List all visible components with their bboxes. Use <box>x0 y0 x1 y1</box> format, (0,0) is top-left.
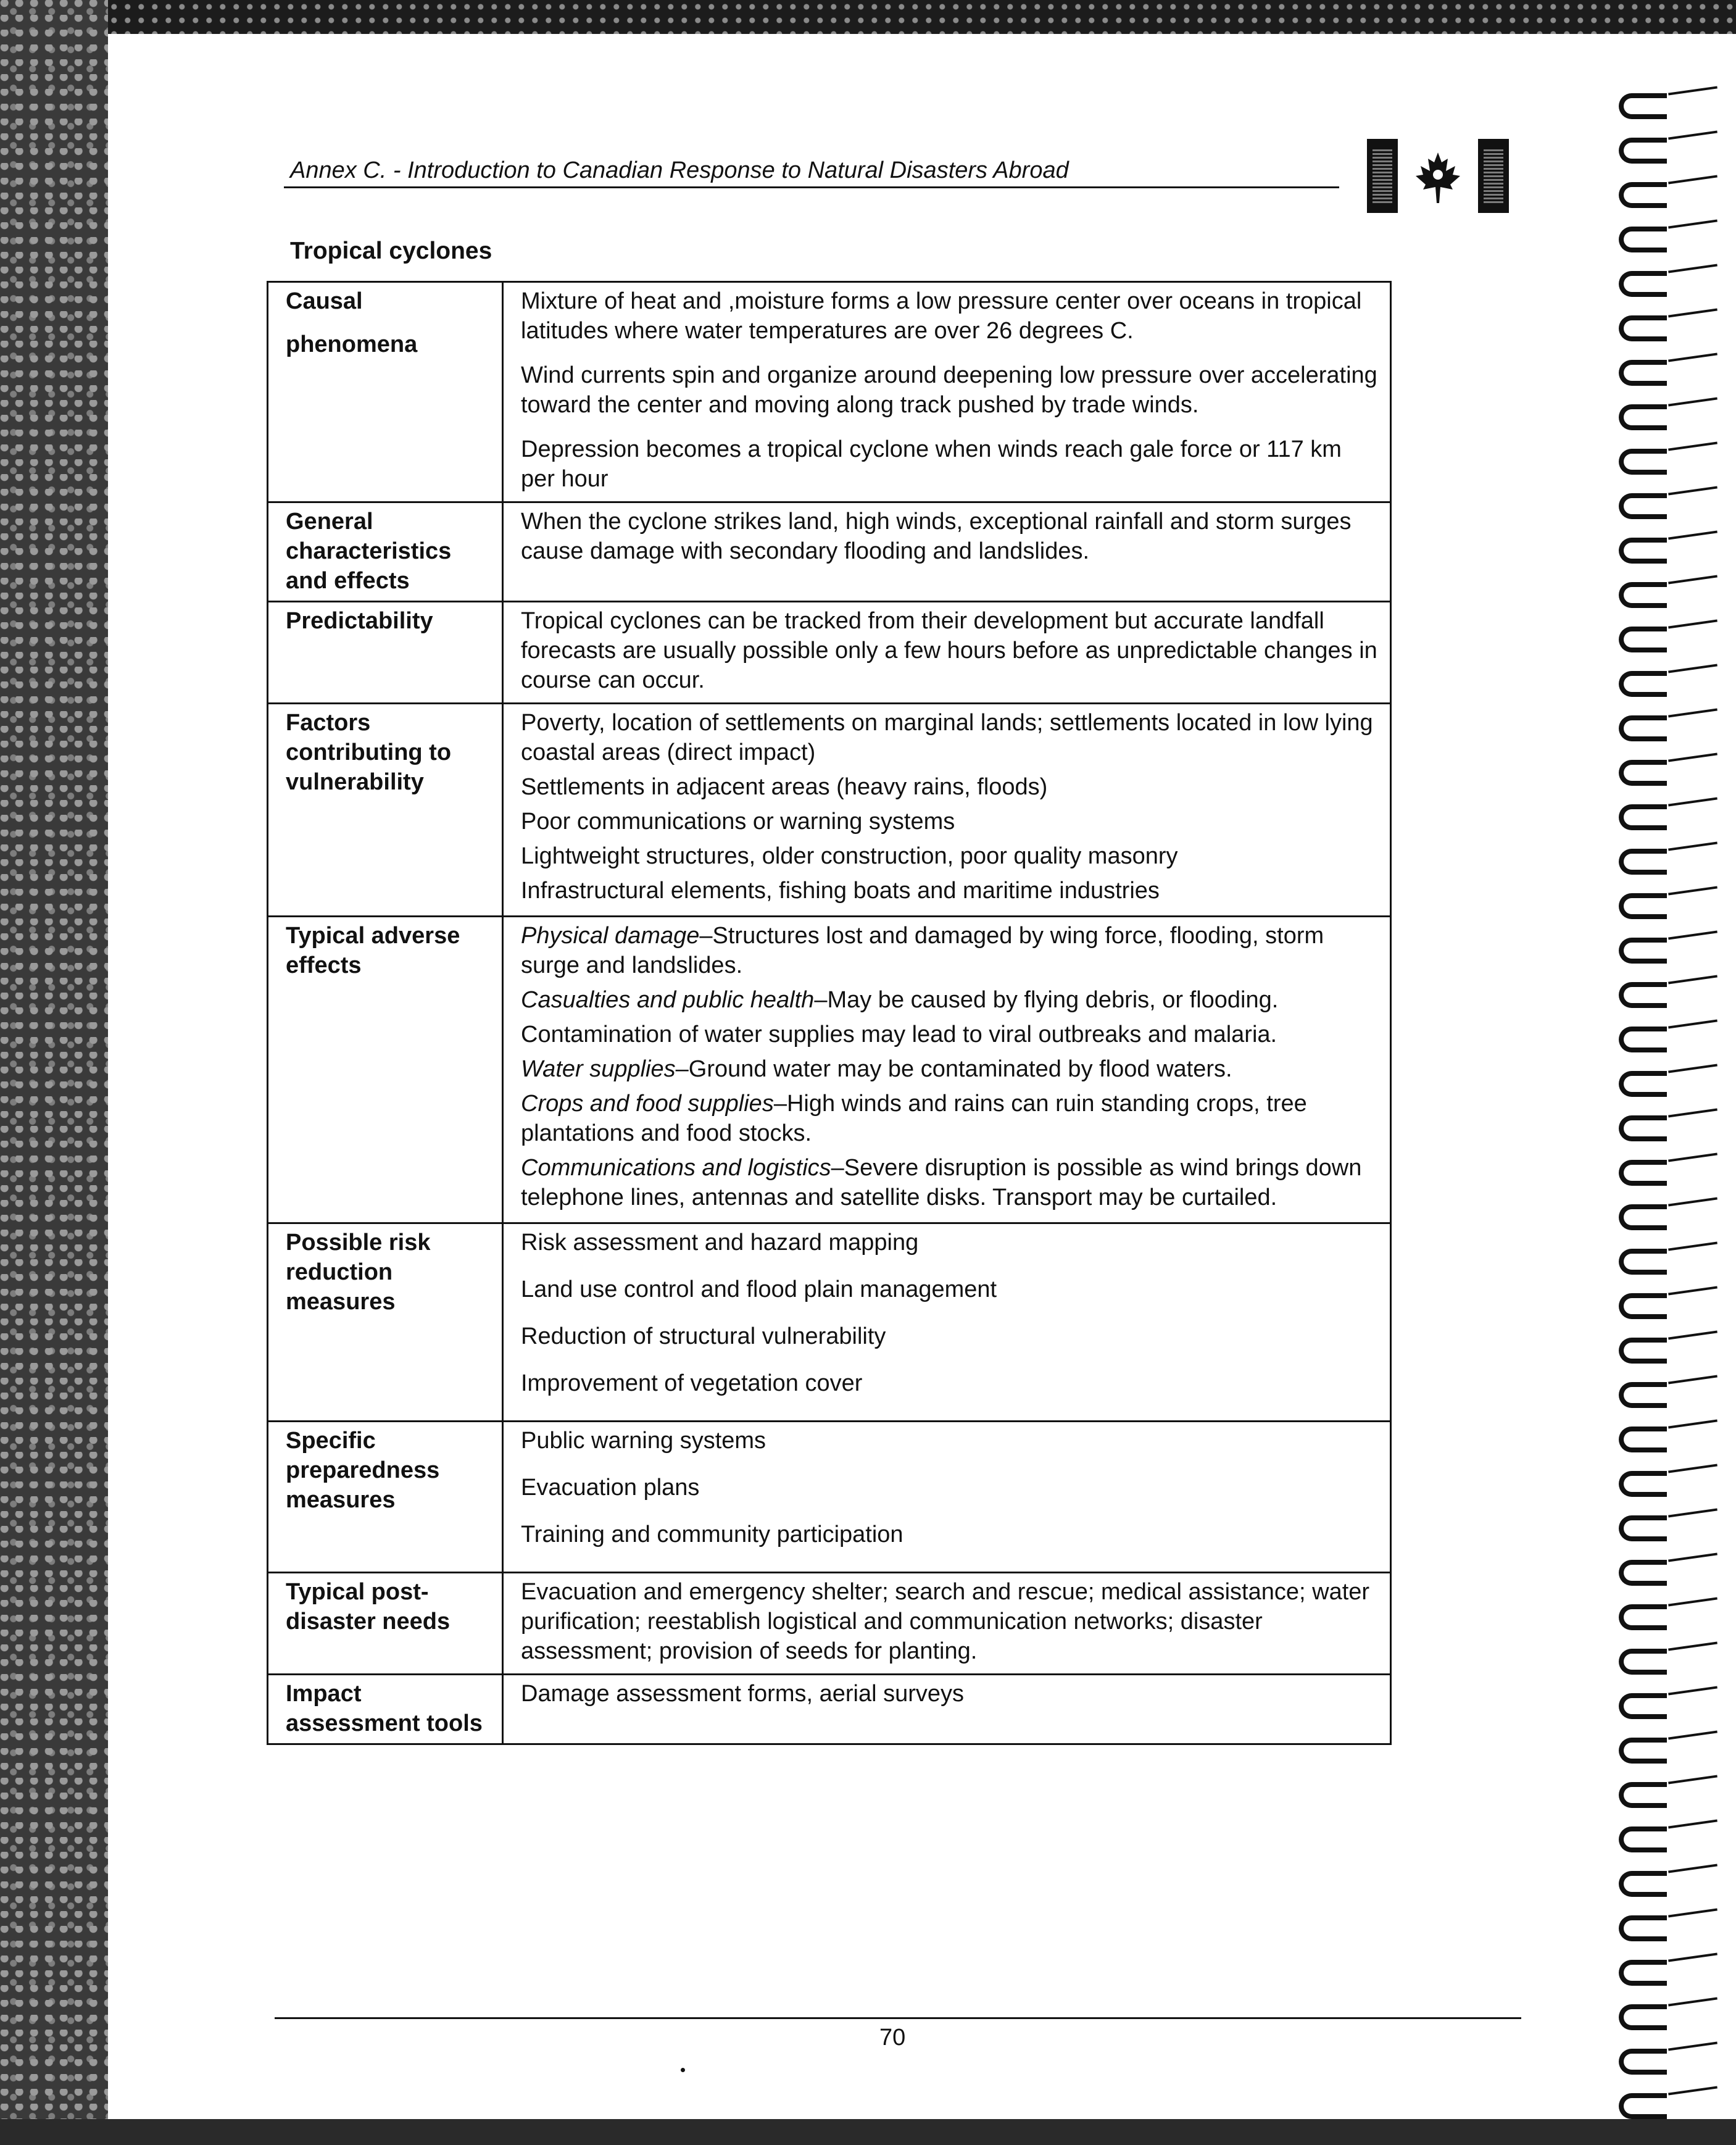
paragraph-text: Public warning systems <box>521 1428 766 1454</box>
spiral-coil <box>1619 401 1724 422</box>
spiral-coil <box>1619 934 1724 955</box>
italic-term: Communications and logistics <box>521 1155 831 1181</box>
table-row <box>268 1422 1391 1573</box>
table-row <box>268 602 1391 704</box>
paragraph-text: Depression becomes a tropical cyclone when winds reach gale force or 117 km per hour <box>521 436 1342 492</box>
table-row <box>268 282 1391 502</box>
header-rule <box>284 186 1339 188</box>
section-title: Tropical cyclones <box>290 238 492 264</box>
content-paragraph <box>521 1089 1380 1148</box>
paragraph-text: Damage assessment forms, aerial surveys <box>521 1681 965 1707</box>
spiral-coil <box>1619 1512 1724 1533</box>
row-content <box>503 602 1391 704</box>
row-label-text: Factors contributing to vulnerability <box>286 710 452 795</box>
content-paragraph <box>521 1577 1380 1666</box>
table-row <box>268 1223 1391 1422</box>
paragraph-text: Wind currents spin and organize around deepening low pressure over accelerating toward the center and moving along track pushed by trade winds. <box>521 362 1377 418</box>
row-label-text: Possible risk reduction measures <box>286 1230 431 1315</box>
table-row <box>268 502 1391 602</box>
paragraph-text: –Severe disruption is possible as wind brings down telephone lines, antennas and satellite disks. Transport may be curtailed. <box>521 1155 1362 1210</box>
spiral-coil <box>1619 223 1724 244</box>
spiral-coil <box>1619 2089 1724 2110</box>
paragraph-text: Lightweight structures, older construction, poor quality masonry <box>521 843 1178 869</box>
paragraph-text: –High winds and rains can ruin standing crops, tree plantations and food stocks. <box>521 1091 1307 1146</box>
content-paragraph <box>521 772 1380 802</box>
spiral-coil <box>1619 2001 1724 2022</box>
spiral-coil <box>1619 312 1724 333</box>
spiral-coil <box>1619 2045 1724 2066</box>
content-paragraph <box>521 921 1380 980</box>
spiral-coil <box>1619 1201 1724 1222</box>
spiral-coil <box>1619 1023 1724 1044</box>
content-paragraph <box>521 1368 1380 1398</box>
paragraph-text: –May be caused by flying debris, or flooding. <box>814 987 1279 1013</box>
row-content <box>503 282 1391 502</box>
row-label <box>268 282 503 502</box>
row-label <box>268 1573 503 1675</box>
content-paragraph <box>521 1020 1380 1049</box>
row-label-text: Predictability <box>286 608 433 634</box>
footer-rule <box>275 2017 1521 2019</box>
paragraph-text: Risk assessment and hazard mapping <box>521 1230 919 1256</box>
content-paragraph <box>521 1275 1380 1304</box>
spiral-coil <box>1619 489 1724 510</box>
label-gap <box>286 316 496 330</box>
row-label-text: Specific preparedness measures <box>286 1428 440 1513</box>
row-content <box>503 502 1391 602</box>
content-paragraph <box>521 1520 1380 1549</box>
content-paragraph <box>521 876 1380 906</box>
row-label-text: Impact assessment tools <box>286 1681 483 1736</box>
spiral-coil <box>1619 845 1724 866</box>
spiral-coil <box>1619 267 1724 288</box>
maple-leaf-icon <box>1413 150 1463 206</box>
spiral-coil <box>1619 623 1724 644</box>
content-paragraph <box>521 1322 1380 1351</box>
content-paragraph <box>521 1054 1380 1084</box>
row-label <box>268 1422 503 1573</box>
spiral-coil <box>1619 1645 1724 1666</box>
spiral-coil <box>1619 756 1724 777</box>
spiral-coil <box>1619 889 1724 910</box>
paragraph-text: Evacuation and emergency shelter; search and rescue; medical assistance; water purification; reestablish logistical and communication networks; disaster assessment; provision of seeds for planting. <box>521 1579 1370 1664</box>
row-content <box>503 704 1391 917</box>
hazard-profile-table <box>267 281 1392 1745</box>
spiral-coil <box>1619 1734 1724 1755</box>
table-row <box>268 704 1391 917</box>
table-row <box>268 1675 1391 1744</box>
spiral-coil <box>1619 1156 1724 1177</box>
spiral-coil <box>1619 178 1724 199</box>
spiral-binding <box>1613 90 1736 2145</box>
spiral-coil <box>1619 1289 1724 1310</box>
spiral-coil <box>1619 1912 1724 1933</box>
spiral-coil <box>1619 1823 1724 1844</box>
scan-background-left <box>0 0 108 2119</box>
spiral-coil <box>1619 1601 1724 1622</box>
paragraph-text: Contamination of water supplies may lead to viral outbreaks and malaria. <box>521 1022 1277 1048</box>
row-content <box>503 1675 1391 1744</box>
spiral-coil <box>1619 1067 1724 1088</box>
table-row <box>268 1573 1391 1675</box>
spiral-coil <box>1619 712 1724 733</box>
content-paragraph <box>521 1153 1380 1212</box>
row-content <box>503 1223 1391 1422</box>
content-paragraph <box>521 841 1380 871</box>
paragraph-text: Infrastructural elements, fishing boats and maritime industries <box>521 878 1160 904</box>
spiral-coil <box>1619 1378 1724 1399</box>
paragraph-text: Evacuation plans <box>521 1475 700 1501</box>
row-label <box>268 917 503 1223</box>
row-label-text: Causal <box>286 288 363 314</box>
spiral-coil <box>1619 1423 1724 1444</box>
row-label <box>268 602 503 704</box>
spiral-coil <box>1619 534 1724 555</box>
content-paragraph <box>521 360 1380 420</box>
spiral-coil <box>1619 1467 1724 1488</box>
paragraph-text: –Structures lost and damaged by wing force, flooding, storm surge and landslides. <box>521 923 1324 978</box>
row-label <box>268 704 503 917</box>
row-label <box>268 1675 503 1744</box>
paragraph-text: Land use control and flood plain management <box>521 1277 997 1302</box>
spiral-coil <box>1619 1556 1724 1577</box>
row-content <box>503 1422 1391 1573</box>
paragraph-text: Mixture of heat and ,moisture forms a low pressure center over oceans in tropical latitudes where water temperatures are over 26 degrees C. <box>521 288 1362 344</box>
row-label <box>268 502 503 602</box>
spiral-coil <box>1619 667 1724 688</box>
paragraph-text: Training and community participation <box>521 1522 903 1547</box>
scan-speck <box>681 2068 685 2072</box>
paragraph-text: Tropical cyclones can be tracked from their development but accurate landfall forecasts are usually possible only a few hours before as unpredictable changes in course can occur. <box>521 608 1377 693</box>
italic-term: Casualties and public health <box>521 987 815 1013</box>
italic-term: Crops and food supplies <box>521 1091 774 1117</box>
paragraph-text: Reduction of structural vulnerability <box>521 1323 886 1349</box>
flag-left-bar <box>1367 139 1398 213</box>
row-label-text: Typical adverse effects <box>286 923 460 978</box>
content-paragraph <box>521 708 1380 767</box>
spiral-coil <box>1619 1867 1724 1888</box>
content-paragraph <box>521 606 1380 695</box>
italic-term: Water supplies <box>521 1056 676 1082</box>
spiral-coil <box>1619 356 1724 377</box>
paragraph-text: When the cyclone strikes land, high winds, exceptional rainfall and storm surges cause damage with secondary flooding and landslides. <box>521 509 1352 564</box>
row-label-text: General characteristics and effects <box>286 509 452 594</box>
row-label <box>268 1223 503 1422</box>
spiral-coil <box>1619 1956 1724 1977</box>
paragraph-text: Poverty, location of settlements on marginal lands; settlements located in low lying coastal areas (direct impact) <box>521 710 1373 765</box>
content-paragraph <box>521 1228 1380 1257</box>
page-number: 70 <box>879 2025 906 2051</box>
row-content <box>503 1573 1391 1675</box>
spiral-coil <box>1619 90 1724 110</box>
spiral-coil <box>1619 445 1724 466</box>
content-paragraph <box>521 1426 1380 1456</box>
content-paragraph <box>521 507 1380 566</box>
content-paragraph <box>521 807 1380 836</box>
scan-background-top <box>0 0 1736 34</box>
spiral-coil <box>1619 578 1724 599</box>
spiral-coil <box>1619 801 1724 822</box>
spiral-coil <box>1619 1112 1724 1133</box>
running-header: Annex C. - Introduction to Canadian Response to Natural Disasters Abroad <box>290 157 1069 183</box>
spiral-coil <box>1619 1334 1724 1355</box>
row-label-text: phenomena <box>286 331 418 357</box>
spiral-coil <box>1619 134 1724 155</box>
row-content <box>503 917 1391 1223</box>
table-row <box>268 917 1391 1223</box>
paragraph-text: Settlements in adjacent areas (heavy rains, floods) <box>521 774 1048 800</box>
flag-right-bar <box>1478 139 1509 213</box>
italic-term: Physical damage <box>521 923 700 949</box>
spiral-coil <box>1619 1689 1724 1710</box>
canada-flag-logo <box>1367 139 1509 213</box>
spiral-coil <box>1619 978 1724 999</box>
content-paragraph <box>521 985 1380 1015</box>
content-paragraph <box>521 286 1380 346</box>
paragraph-text: Poor communications or warning systems <box>521 809 955 835</box>
content-paragraph <box>521 1473 1380 1502</box>
row-label-text: Typical post-disaster needs <box>286 1579 451 1635</box>
paragraph-text: Improvement of vegetation cover <box>521 1370 863 1396</box>
content-paragraph <box>521 435 1380 494</box>
spiral-coil <box>1619 1245 1724 1266</box>
paragraph-text: –Ground water may be contaminated by flood waters. <box>675 1056 1232 1082</box>
spiral-coil <box>1619 1778 1724 1799</box>
content-paragraph <box>521 1679 1380 1709</box>
